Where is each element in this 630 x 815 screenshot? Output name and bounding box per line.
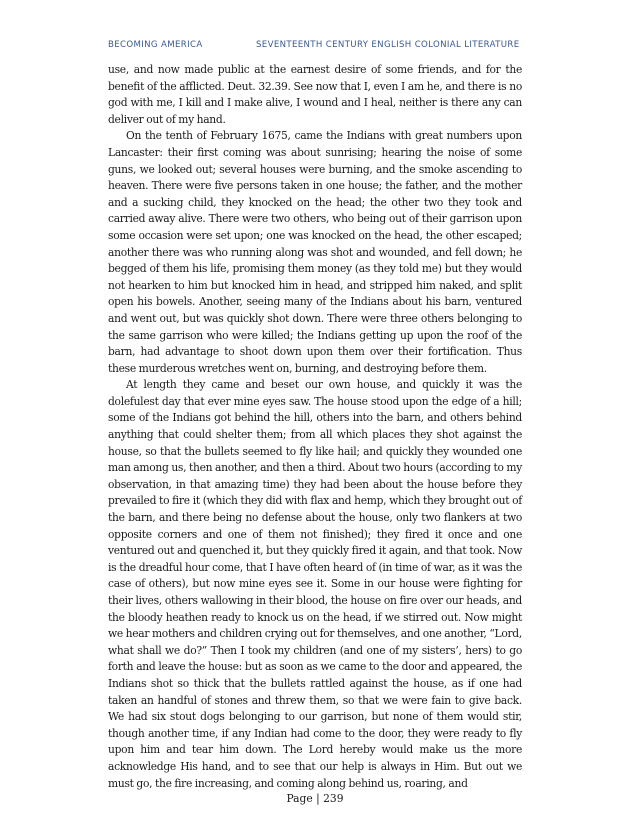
paragraph-continuation: use, and now made public at the earnest desire of some friends, and for the benefit of the afflicted. Deut. 32.39. See now that I, even I am he, and there is no god with me, I kill and I make alive, I wound and I heal, neither is there any can deliver out of my hand. [108, 63, 522, 126]
paragraph-lancaster-attack: On the tenth of February 1675, came the Indians with great numbers upon Lancaster: their first coming was about sunrising; hearing the noise of some guns, we looked out; several houses were burning, and the smoke ascending to heaven. There were five persons taken in one house; the father, and the mother and a sucking child, they knocked on the head; the other two they took and carried away alive. There were two others, who being out of their garrison upon some occasion were set upon; one was knocked on the head, the other escaped; another there was who running along was shot and wounded, and fell down; he begged of them his life, promising them money (as they told me) but they would not hearken to him but knocked him in head, and stripped him naked, and split open his bowels. Another, seeing many of the Indians about his barn, ventured and went out, but was quickly shot down. There were three others belonging to the same garrison who were killed; the Indians getting up upon the roof of the barn, had advantage to shoot down upon them over their fortification. Thus these murderous wretches went on, burning, and destroying before them. [108, 129, 522, 375]
page-number: Page | 239 [286, 792, 344, 805]
body-text [108, 62, 522, 792]
paragraph-house-besieged: At length they came and beset our own house, and quickly it was the dolefulest day that ever mine eyes saw. The house stood upon the edge of a hill; some of the Indians got behind the hill, others into the barn, and others behind anything that could shelter them; from all which places they shot against the house, so that the bullets seemed to fly like hail; and quickly they wounded one man among us, then another, and then a third. About two hours (according to my observation, in that amazing time) they had been about the house before they prevailed to fire it (which they did with flax and hemp, which they brought out of the barn, and there being no defense about the house, only two flankers at two opposite corners and one of them not finished); they fired it once and one ventured out and quenched it, but they quickly fired it again, and that took. Now is the dreadful hour come, that I have often heard of (in time of war, as it was the case of others), but now mine eyes see it. Some in our house were fighting for their lives, others wallowing in their blood, the house on fire over our heads, and the bloody heathen ready to knock us on the head, if we stirred out. Now might we hear mothers and children crying out for themselves, and one another, “Lord, what shall we do?” Then I took my children (and one of my sisters’, hers) to go forth and leave the house: but as soon as we came to the door and appeared, the Indians shot so thick that the bullets rattled against the house, as if one had taken an handful of stones and threw them, so that we were fain to give back. We had six stout dogs belonging to our garrison, but none of them would stir, though another time, if any Indian had come to the door, they were ready to fly upon him and tear him down. The Lord hereby would make us the more acknowledge His hand, and to see that our help is always in Him. But out we must go, the fire increasing, and coming along behind us, roaring, and [108, 378, 522, 790]
header-section-title: SEVENTEENTH CENTURY ENGLISH COLONIAL LITERATURE [256, 40, 520, 50]
header-book-title: BECOMING AMERICA [108, 40, 203, 50]
